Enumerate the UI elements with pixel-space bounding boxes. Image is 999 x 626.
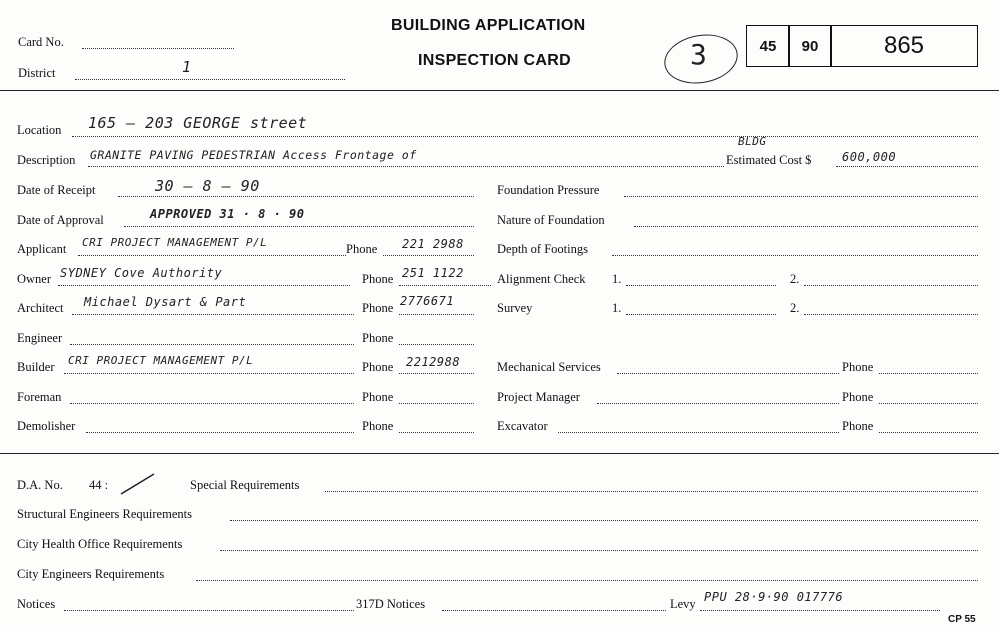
estimated-cost-value: 600,000 [842,150,897,164]
survey-field-1[interactable] [626,314,776,315]
applicant-label: Applicant [17,242,67,256]
date-of-approval-label: Date of Approval [17,213,104,227]
builder-value: CRI PROJECT MANAGEMENT P/L [68,354,254,367]
levy-label: Levy [670,597,696,611]
city-engineers-requirements-field[interactable] [196,580,978,581]
divider-middle [0,453,999,454]
builder-phone-field[interactable] [399,373,474,374]
date-of-approval-value: APPROVED 31 · 8 · 90 [150,207,305,221]
card-no-label: Card No. [18,35,64,49]
da-no-value: 44 : [89,478,109,492]
description-value: GRANITE PAVING PEDESTRIAN Access Frontage of [90,148,417,162]
title-line-1: BUILDING APPLICATION [391,17,586,34]
foundation-pressure-label: Foundation Pressure [497,183,600,197]
description-superscript: BLDG [738,135,767,148]
depth-of-footings-label: Depth of Footings [497,242,588,256]
demolisher-phone-field[interactable] [399,432,474,433]
architect-label: Architect [17,301,64,315]
foreman-field[interactable] [70,403,354,404]
levy-field[interactable] [700,610,940,611]
levy-value: PPU 28·9·90 017776 [704,590,844,604]
box-a: 45 [746,25,790,67]
architect-phone-field[interactable] [399,314,474,315]
district-label: District [18,66,56,80]
project-manager-phone-field[interactable] [879,403,978,404]
alignment-check-field-1[interactable] [626,285,776,286]
owner-phone-value: 251 1122 [402,266,464,280]
owner-value: SYDNEY Cove Authority [60,266,223,280]
location-field[interactable] [72,136,978,137]
survey-item-1: 1. [612,301,622,315]
title-line-2: INSPECTION CARD [418,52,571,69]
excavator-field[interactable] [558,432,839,433]
mechanical-services-phone-label: Phone [842,360,874,374]
date-of-approval-field[interactable] [124,226,474,227]
notices-317d-label: 317D Notices [356,597,426,611]
owner-phone-field[interactable] [399,285,491,286]
builder-phone-label: Phone [362,360,394,374]
project-manager-label: Project Manager [497,390,580,404]
circled-number: 3 [690,38,708,71]
special-requirements-field[interactable] [325,491,978,492]
health-requirements-label: City Health Office Requirements [17,537,183,551]
description-field[interactable] [88,166,724,167]
owner-label: Owner [17,272,52,286]
foundation-pressure-field[interactable] [624,196,978,197]
date-of-receipt-value: 30 – 8 – 90 [155,177,260,195]
demolisher-label: Demolisher [17,419,76,433]
card-no-field[interactable] [82,48,234,49]
demolisher-phone-label: Phone [362,419,394,433]
survey-field-2[interactable] [804,314,978,315]
alignment-check-item-2: 2. [790,272,800,286]
foreman-phone-field[interactable] [399,403,474,404]
architect-phone-label: Phone [362,301,394,315]
project-manager-phone-label: Phone [842,390,874,404]
depth-of-footings-field[interactable] [612,255,978,256]
nature-of-foundation-label: Nature of Foundation [497,213,605,227]
da-no-slash [118,470,158,498]
applicant-value: CRI PROJECT MANAGEMENT P/L [82,236,268,249]
project-manager-field[interactable] [597,403,839,404]
engineer-label: Engineer [17,331,63,345]
foreman-label: Foreman [17,390,62,404]
mechanical-services-label: Mechanical Services [497,360,601,374]
location-label: Location [17,123,62,137]
notices-field[interactable] [64,610,354,611]
owner-field[interactable] [58,285,350,286]
box-number: 865 [830,25,978,67]
demolisher-field[interactable] [86,432,354,433]
notices-317d-field[interactable] [442,610,666,611]
applicant-phone-value: 221 2988 [402,237,464,251]
architect-phone-value: 2776671 [400,294,455,308]
applicant-phone-label: Phone [346,242,378,256]
alignment-check-field-2[interactable] [804,285,978,286]
engineer-phone-label: Phone [362,331,394,345]
owner-phone-label: Phone [362,272,394,286]
architect-field[interactable] [72,314,354,315]
builder-field[interactable] [64,373,354,374]
estimated-cost-field[interactable] [836,166,978,167]
estimated-cost-label: Estimated Cost $ [726,153,812,167]
survey-label: Survey [497,301,533,315]
form-code: CP 55 [948,614,976,625]
location-value: 165 – 203 GEORGE street [88,114,308,132]
applicant-field[interactable] [78,255,346,256]
alignment-check-item-1: 1. [612,272,622,286]
mechanical-services-field[interactable] [617,373,839,374]
engineer-field[interactable] [70,344,354,345]
da-no-label: D.A. No. [17,478,63,492]
health-requirements-field[interactable] [220,550,978,551]
date-of-receipt-field[interactable] [118,196,474,197]
mechanical-services-phone-field[interactable] [879,373,978,374]
architect-value: Michael Dysart & Part [84,295,247,309]
applicant-phone-field[interactable] [383,255,474,256]
special-requirements-label: Special Requirements [190,478,300,492]
district-value: 1 [182,58,192,76]
survey-item-2: 2. [790,301,800,315]
description-label: Description [17,153,76,167]
builder-phone-value: 2212988 [406,355,461,369]
builder-label: Builder [17,360,55,374]
structural-requirements-field[interactable] [230,520,978,521]
divider-top [0,90,999,91]
structural-requirements-label: Structural Engineers Requirements [17,507,192,521]
city-engineers-requirements-label: City Engineers Requirements [17,567,165,581]
nature-of-foundation-field[interactable] [634,226,978,227]
excavator-label: Excavator [497,419,548,433]
excavator-phone-label: Phone [842,419,874,433]
box-b: 90 [788,25,832,67]
notices-label: Notices [17,597,56,611]
foreman-phone-label: Phone [362,390,394,404]
district-field[interactable] [75,79,345,80]
excavator-phone-field[interactable] [879,432,978,433]
date-of-receipt-label: Date of Receipt [17,183,96,197]
alignment-check-label: Alignment Check [497,272,586,286]
engineer-phone-field[interactable] [399,344,474,345]
